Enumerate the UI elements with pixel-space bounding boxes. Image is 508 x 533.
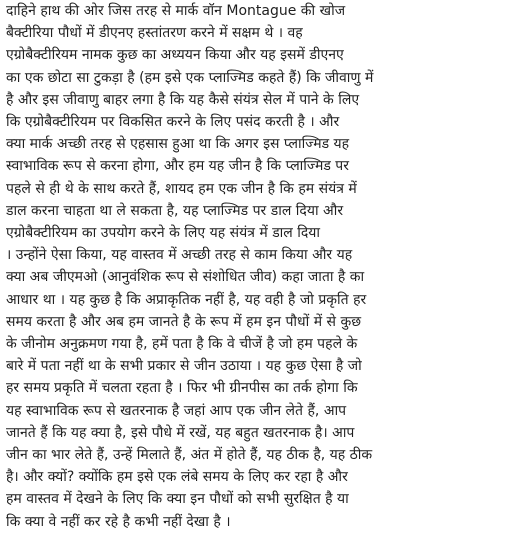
text-line-7: क्या मार्क अच्छी तरह से एहसास हुआ था कि अगर इस प्लाज्मिड यह [6, 136, 350, 153]
text-line-24: कि क्या वे नहीं कर रहे है कभी नहीं देखा है । [6, 513, 231, 530]
text-line-16: के जीनोम अनुक्रमण गया है, हमें पता है कि वे चीजें है जो हम पहले के [6, 336, 358, 353]
text-line-17: बारे में पता नहीं था के सभी प्रकार से जीन उठाया । यह कुछ ऐसा है जो [6, 358, 362, 375]
text-line-8: स्वाभाविक रूप से करना होगा, और हम यह जीन है कि प्लाज्मिड पर [6, 158, 349, 175]
text-line-10: डाल करना चाहता था ले सकता है, यह प्लाज्मिड पर डाल दिया और [6, 202, 344, 219]
text-line-1: दाहिने हाथ की ओर जिस तरह से मार्क वॉन Montague की खोज [6, 3, 346, 19]
text-line-3: एग्रोबैक्टीरियम नामक कुछ का अध्ययन किया और यह इसमें डीएनए [6, 47, 344, 64]
text-line-13: क्या अब जीएमओ (आनुवंशिक रूप से संशोधित जीव) कहा जाता है का [6, 269, 365, 286]
text-line-14: आधार था । यह कुछ है कि अप्राकृतिक नहीं है, यह वही है जो प्रकृति हर [6, 291, 367, 308]
text-line-19: यह स्वाभाविक रूप से खतरनाक है जहां आप एक जीन लेते हैं, आप [6, 402, 347, 419]
text-line-4: का एक छोटा सा टुकड़ा है (हम इसे एक प्लाज्मिड कहते हैं) कि जीवाणु में [6, 69, 374, 86]
text-line-12: । उन्होंने ऐसा किया, यह वास्तव में अच्छी तरह से काम किया और यह [6, 247, 353, 264]
text-line-18: हर समय प्रकृति में चलता रहता है । फिर भी ग्रीनपीस का तर्क होगा कि [6, 380, 358, 397]
text-line-21: जीन का भार लेते हैं, उन्हें मिलाते हैं, अंत में होते हैं, यह ठीक है, यह ठीक [6, 447, 373, 464]
text-line-6: कि एग्रोबैक्टीरियम पर विकसित करने के लिए पसंद करती है । और [6, 114, 340, 131]
text-line-11: एग्रोबैक्टीरियम का उपयोग करने के लिए यह संयंत्र में डाल दिया [6, 225, 321, 242]
text-line-20: जानते हैं कि यह क्या है, इसे पौधे में रखें, यह बहुत खतरनाक है। आप [6, 424, 355, 441]
text-line-9: पहले से ही थे के साथ करते हैं, शायद हम एक जीन है कि हम संयंत्र में [6, 180, 357, 197]
text-line-2: बैक्टीरिया पौधों में डीएनए हस्तांतरण करने में सक्षम थे । वह [6, 25, 303, 42]
text-line-22: है। और क्यों? क्योंकि हम इसे एक लंबे समय के लिए कर रहा है और [6, 469, 348, 486]
text-line-15: समय करता है और अब हम जानते है के रूप में हम इन पौधों में से कुछ [6, 313, 362, 330]
text-line-5: है और इस जीवाणु बाहर लगा है कि यह कैसे संयंत्र सेल में पाने के लिए [6, 91, 360, 108]
text-line-23: हम वास्तव में देखने के लिए कि क्या इन पौधों को सभी सुरक्षित है या [6, 491, 349, 508]
